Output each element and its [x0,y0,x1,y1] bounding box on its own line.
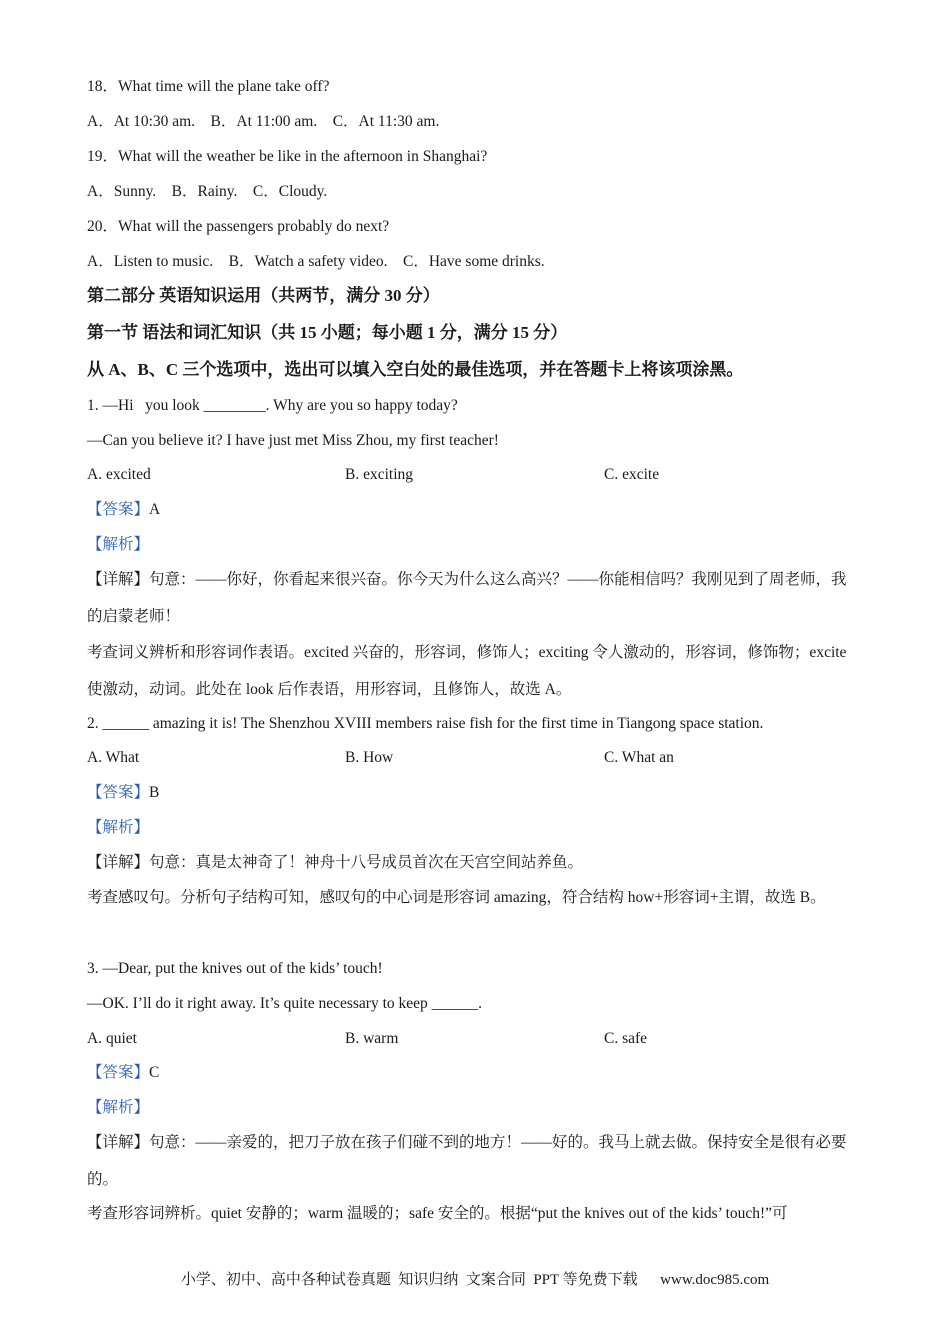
answer-value: C [149,1064,160,1081]
q1-option-a: A. excited [87,466,151,483]
answer-tag: 【答案】 [87,784,150,801]
detail-tag: 【详解】 [87,571,150,588]
q3-stem-line2: —OK. I’ll do it right away. It’s quite necessary to keep ______. [87,995,483,1012]
q1-stem-line1: 1. —Hi you look ________. Why are you so happy today? [87,397,458,414]
q2-stem: 2. ______ amazing it is! The Shenzhou XVIII members raise fish for the first time in Tiangong space station. [87,715,764,732]
question-20-options: A．Listen to music. B．Watch a safety video. C．Have some drinks. [87,253,545,270]
q3-option-b: B. warm [345,1030,399,1047]
answer-tag: 【答案】 [87,1064,150,1081]
q1-option-c: C. excite [604,466,660,483]
detail-text: 句意：——你好，你看起来很兴奋。你今天为什么这么高兴？——你能相信吗？我刚见到了周老师，我的启蒙老师！ [87,571,847,625]
part-title: 第二部分 英语知识运用（共两节，满分 30 分） [87,286,440,305]
question-19-options: A．Sunny. B．Rainy. C．Cloudy. [87,183,328,200]
q2-explanation: 考查感叹句。分析句子结构可知，感叹句的中心词是形容词 amazing，符合结构 how+形容词+主谓，故选 B。 [87,889,826,906]
q3-option-c: C. safe [604,1030,648,1047]
q1-detail [87,561,862,635]
q2-answer [87,783,159,803]
question-19: 19．What will the weather be like in the afternoon in Shanghai? [87,148,488,165]
q2-analysis-tag: 【解析】 [87,819,150,836]
question-18-options: A．At 10:30 am. B．At 11:00 am. C．At 11:30 am. [87,113,440,130]
q1-answer [87,500,160,520]
q2-option-c: C. What an [604,749,674,766]
page-footer: 小学、初中、高中各种试卷真题 知识归纳 文案合同 PPT 等免费下载 www.doc985.com [180,1272,770,1288]
q1-stem-line2: —Can you believe it? I have just met Miss Zhou, my first teacher! [87,432,499,449]
q1-explanation: 考查词义辨析和形容词作表语。excited 兴奋的，形容词，修饰人；exciting 令人激动的，形容词，修饰物；excite 使激动，动词。此处在 look 后作表语，用形容词，且修饰人，故选 A。 [87,644,847,698]
answer-tag: 【答案】 [87,501,150,518]
q2-option-a: A. What [87,749,140,766]
q1-analysis-tag: 【解析】 [87,536,150,553]
question-18: 18．What time will the plane take off? [87,78,330,95]
detail-tag: 【详解】 [87,854,150,871]
q2-option-b: B. How [345,749,394,766]
q3-stem-line1: 3. —Dear, put the knives out of the kids’ touch! [87,960,383,977]
detail-tag: 【详解】 [87,1134,150,1151]
detail-text: 句意：真是太神奇了！神舟十八号成员首次在天宫空间站养鱼。 [149,854,584,871]
q3-option-a: A. quiet [87,1030,137,1047]
answer-value: B [149,784,160,801]
q3-explanation: 考查形容词辨析。quiet 安静的；warm 温暖的；safe 安全的。根据“put the knives out of the kids’ touch!”可 [87,1205,788,1222]
q2-detail [87,853,583,873]
q3-analysis-tag: 【解析】 [87,1099,150,1116]
q3-answer [87,1063,159,1083]
instruction: 从 A、B、C 三个选项中，选出可以填入空白处的最佳选项，并在答题卡上将该项涂黑。 [87,360,744,379]
q3-detail [87,1124,862,1198]
detail-text: 句意：——亲爱的，把刀子放在孩子们碰不到的地方！——好的。我马上就去做。保持安全是很有必要的。 [87,1134,847,1188]
q1-option-b: B. exciting [345,466,414,483]
answer-value: A [149,501,161,518]
question-20: 20．What will the passengers probably do next? [87,218,390,235]
sub-title: 第一节 语法和词汇知识（共 15 小题；每小题 1 分，满分 15 分） [87,323,568,342]
